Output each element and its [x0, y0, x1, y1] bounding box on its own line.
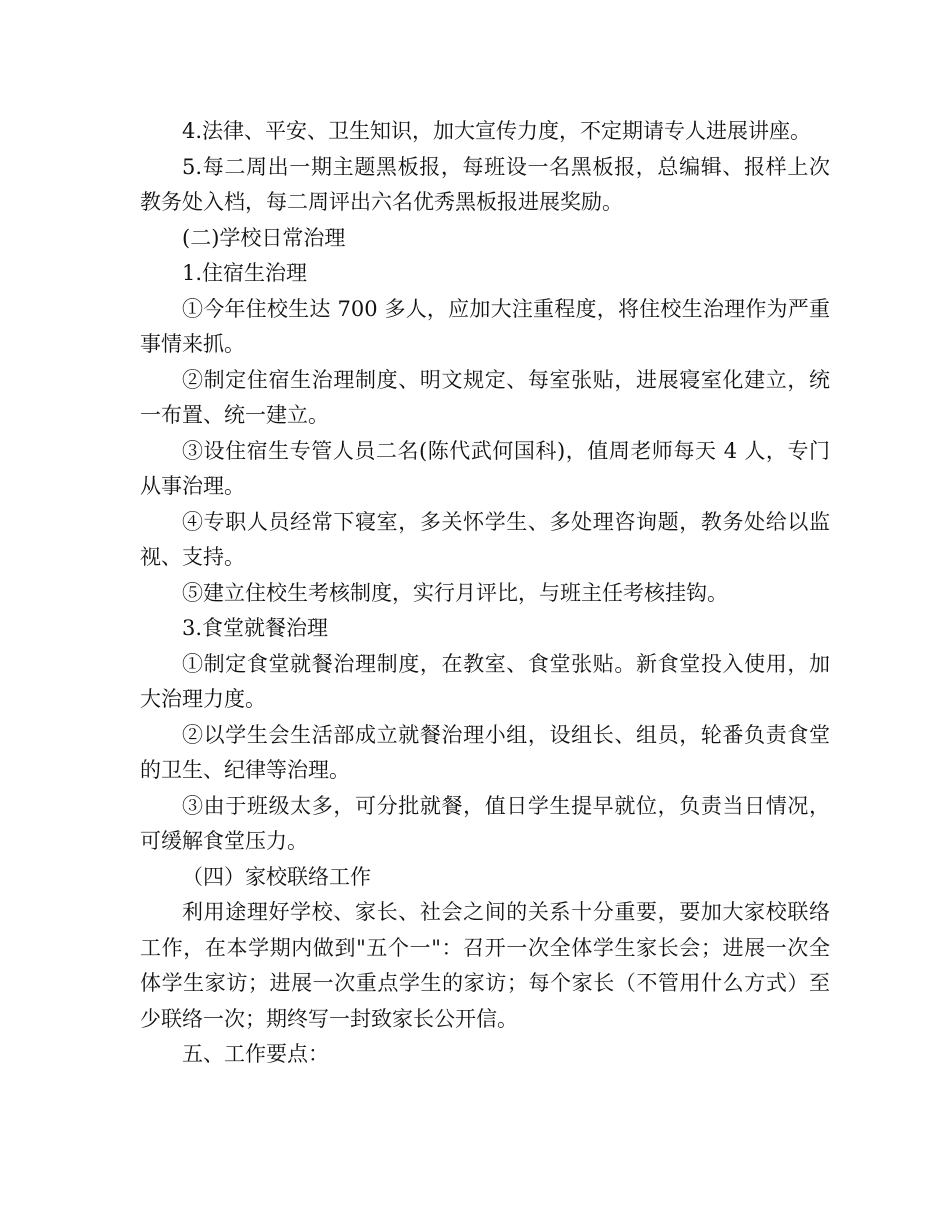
heading-daily-management: (二)学校日常治理: [182, 225, 346, 250]
heading-work-points: 五、工作要点：: [182, 1042, 329, 1066]
paragraph-blackboard: 5.每二周出一期主题黑板报，每班设一名黑板报，总编辑、报样上次教务处入档，每二周评出六名优秀黑板报进展奖励。: [140, 154, 830, 214]
paragraph-boarding-2: ②制定住宿生治理制度、明文规定、每室张贴，进展寝室化建立，统一布置、统一建立。: [140, 367, 830, 427]
paragraph-canteen-1: ①制定食堂就餐治理制度，在教室、食堂张贴。新食堂投入使用，加大治理力度。: [140, 651, 830, 711]
paragraph-boarding-3: ③设住宿生专管人员二名(陈代武何国科)，值周老师每天 4 人，专门从事治理。: [140, 438, 830, 498]
paragraph-boarding-4: ④专职人员经常下寝室，多关怀学生、多处理咨询题，教务处给以监视、支持。: [140, 509, 830, 569]
paragraph-canteen-2: ②以学生会生活部成立就餐治理小组，设组长、组员，轮番负责食堂的卫生、纪律等治理。: [140, 722, 830, 782]
paragraph-boarding-5: ⑤建立住校生考核制度，实行月评比，与班主任考核挂钩。: [182, 580, 728, 605]
paragraph-canteen-3: ③由于班级太多，可分批就餐，值日学生提早就位，负责当日情况，可缓解食堂压力。: [140, 793, 830, 853]
heading-canteen-management: 3.食堂就餐治理: [182, 616, 329, 640]
paragraph-home-school: 利用途理好学校、家长、社会之间的关系十分重要，要加大家校联络工作，在本学期内做到"五个一"：召开一次全体学生家长会；进展一次全体学生家访；进展一次重点学生的家访；每个家长（不管用什么方式）至少联络一次；期终写一封致家长公开信。: [140, 900, 830, 1031]
paragraph-boarding-1: ①今年住校生达 700 多人，应加大注重程度，将住校生治理作为严重事情来抓。: [140, 296, 830, 356]
heading-boarding-management: 1.住宿生治理: [182, 261, 308, 285]
paragraph-law-safety: 4.法律、平安、卫生知识，加大宣传力度，不定期请专人进展讲座。: [182, 119, 812, 143]
document-page: [140, 114, 830, 1073]
heading-home-school: （四）家校联络工作: [182, 864, 371, 889]
